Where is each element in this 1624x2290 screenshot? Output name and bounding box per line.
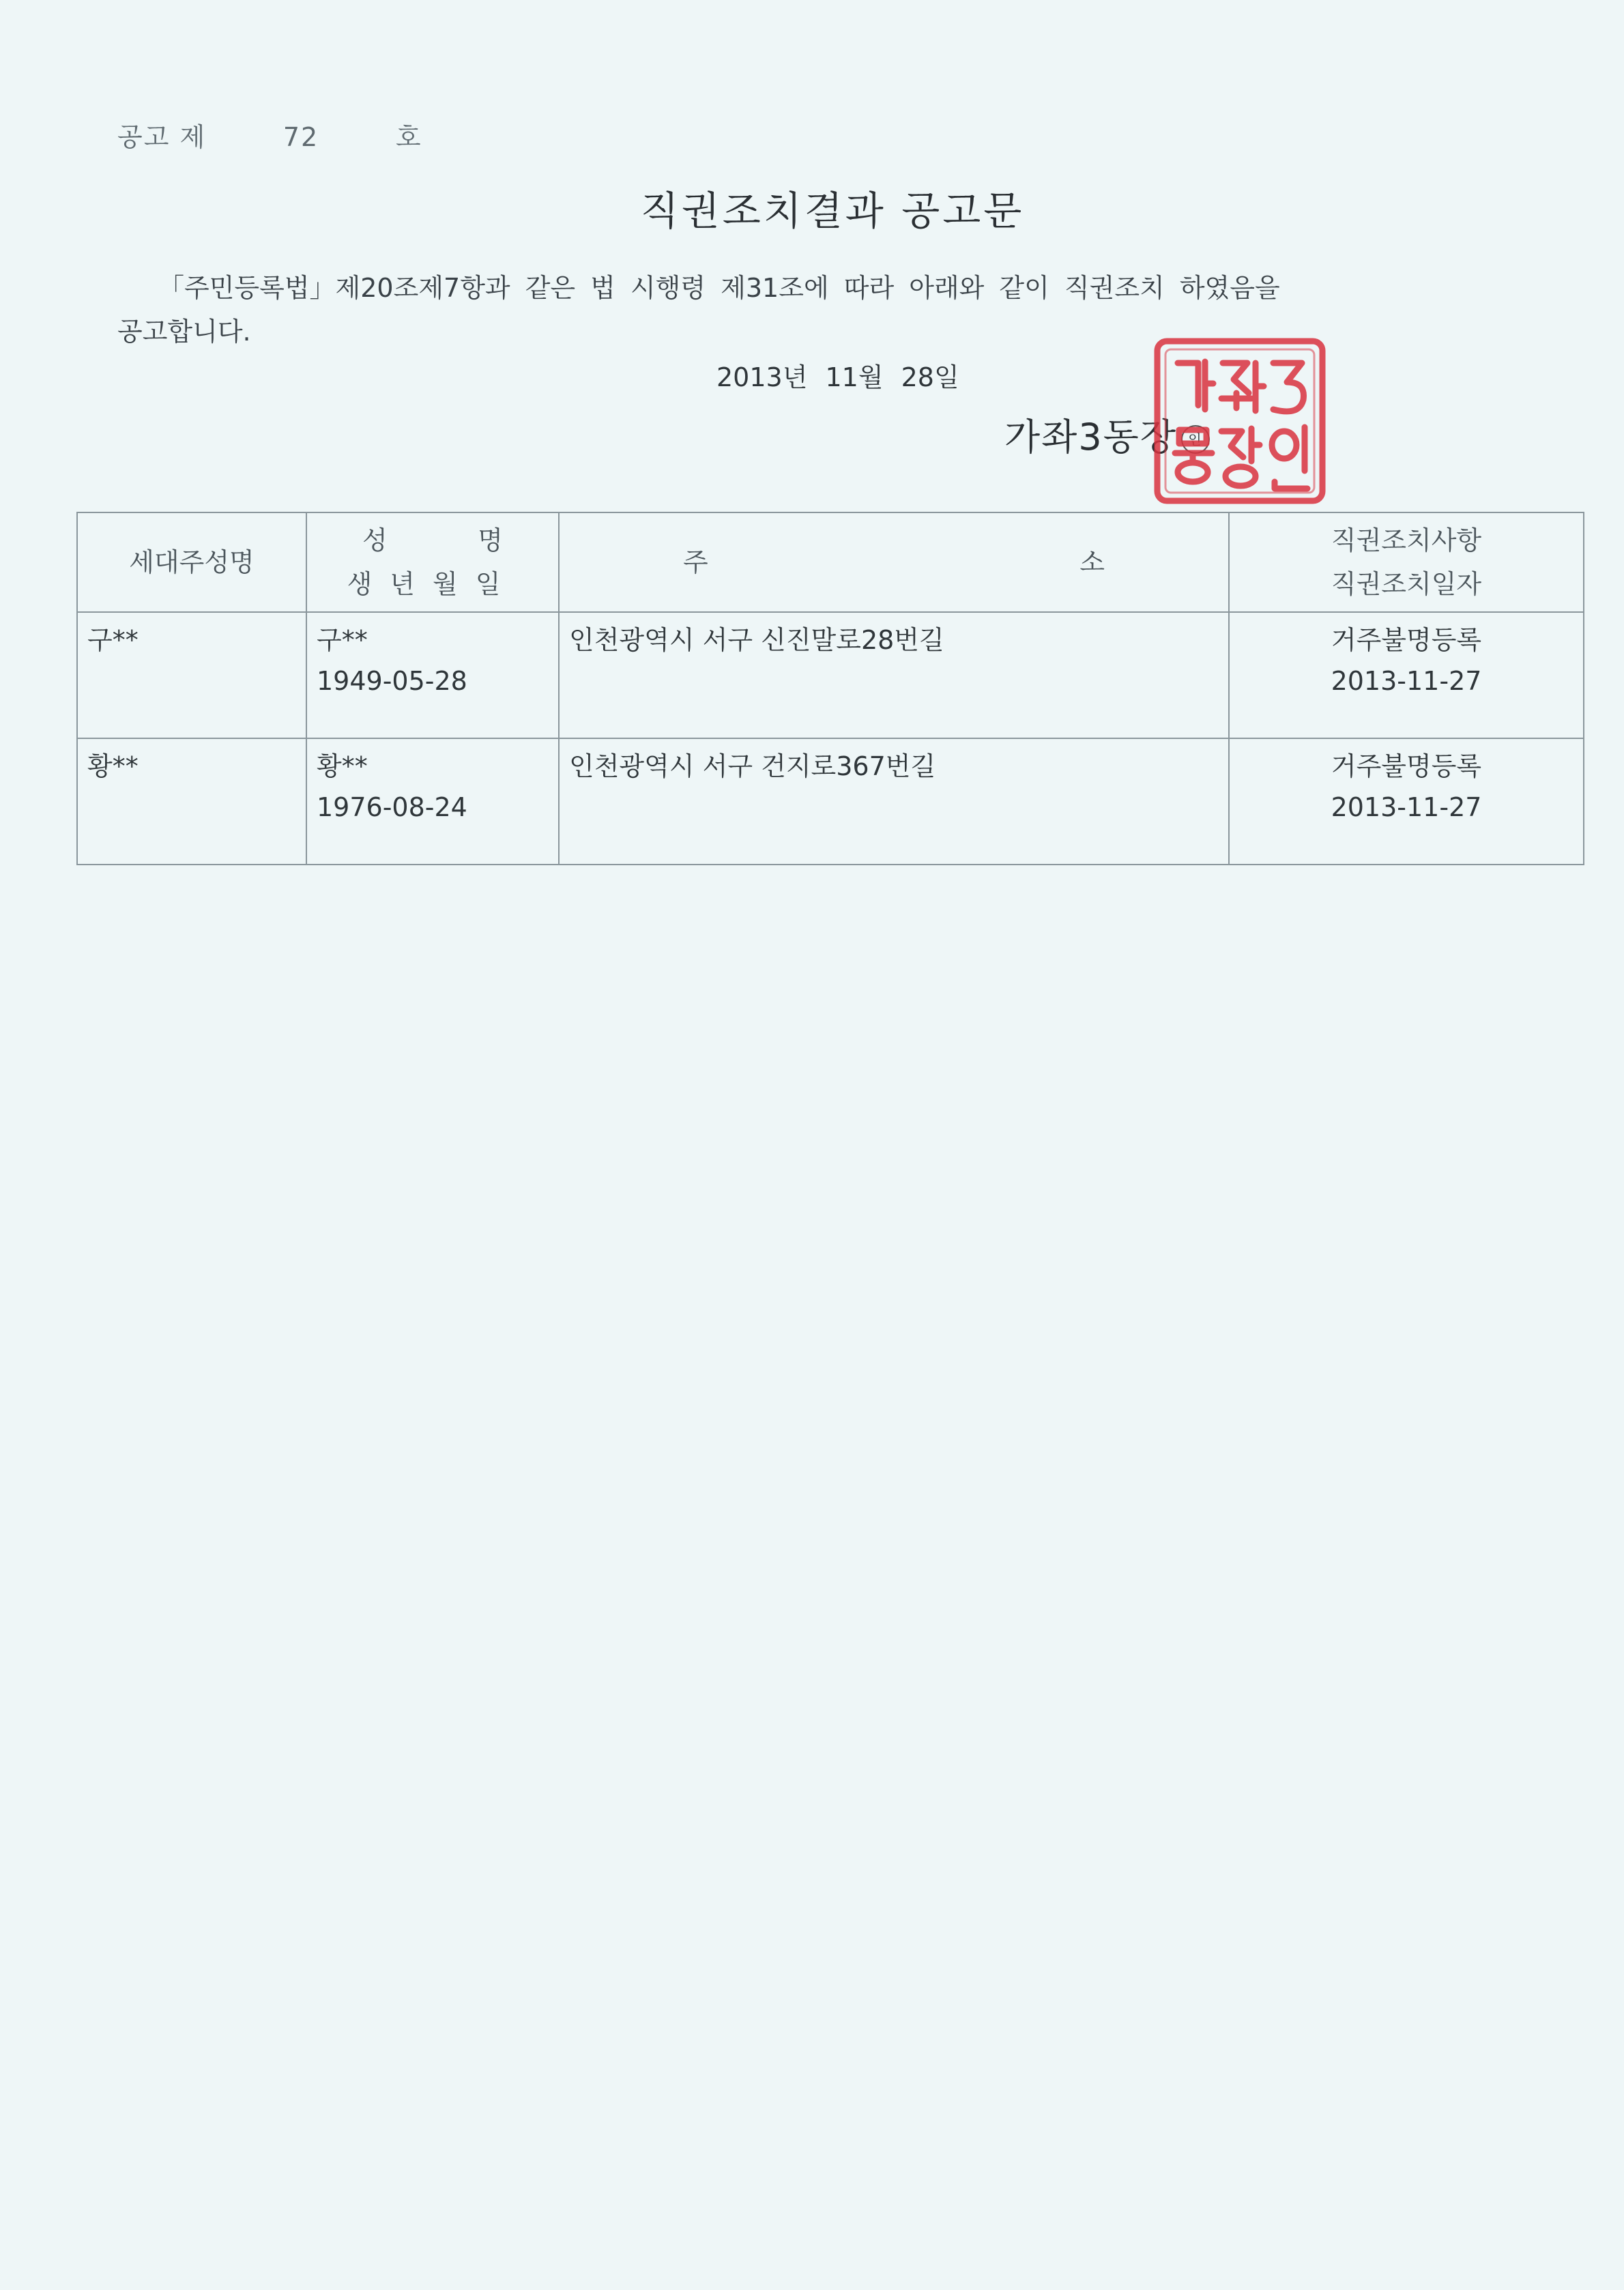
header-name-birth (306, 512, 559, 612)
records-table (76, 512, 1584, 865)
cell-action-date: 2013-11-27 (1331, 792, 1482, 822)
table-row (77, 738, 1584, 865)
cell-householder: 황** (77, 738, 306, 865)
header-action-date: 직권조치일자 (1331, 569, 1482, 599)
cell-name-birth (306, 738, 559, 865)
cell-action-type: 거주불명등록 (1331, 625, 1482, 655)
official-seal-icon (1153, 336, 1328, 506)
table-header-row (77, 512, 1584, 612)
cell-action-date: 2013-11-27 (1331, 666, 1482, 696)
header-birth: 생년월일 (347, 569, 519, 599)
notice-number (117, 116, 422, 154)
seal-text: 가좌3동장인 (1241, 503, 1245, 504)
cell-action-type: 거주불명등록 (1331, 751, 1482, 781)
seal-placeholder-mark: 인 (1181, 425, 1210, 454)
table-row (77, 612, 1584, 738)
cell-name-birth (306, 612, 559, 738)
issuer-name: 가좌3동장 (1004, 416, 1178, 459)
notice-prefix: 공고 제 (117, 122, 207, 152)
notice-no: 72 (282, 122, 319, 152)
header-householder: 세대주성명 (77, 512, 306, 612)
document-title: 직권조치결과 공고문 (640, 188, 1025, 234)
header-action (1229, 512, 1584, 612)
cell-name: 황** (317, 751, 368, 781)
intro-line-2: 공고합니다. (117, 317, 251, 347)
cell-address: 인천광역시 서구 신진말로28번길 (559, 612, 1229, 738)
cell-birth: 1976-08-24 (317, 792, 467, 822)
cell-action (1229, 738, 1584, 865)
cell-householder: 구** (77, 612, 306, 738)
cell-birth: 1949-05-28 (317, 666, 467, 696)
cell-name: 구** (317, 625, 368, 655)
header-name: 성 명 (362, 525, 503, 555)
cell-action (1229, 612, 1584, 738)
header-address: 주 소 (559, 512, 1229, 612)
cell-address: 인천광역시 서구 건지로367번길 (559, 738, 1229, 865)
intro-line-1: 「주민등록법」제20조제7항과 같은 법 시행령 제31조에 따라 아래와 같이 직권조치 하였음을 (158, 273, 1280, 303)
header-action-type: 직권조치사항 (1331, 525, 1482, 555)
notice-suffix: 호 (395, 122, 422, 152)
document-date: 2013년 11월 28일 (716, 362, 959, 392)
